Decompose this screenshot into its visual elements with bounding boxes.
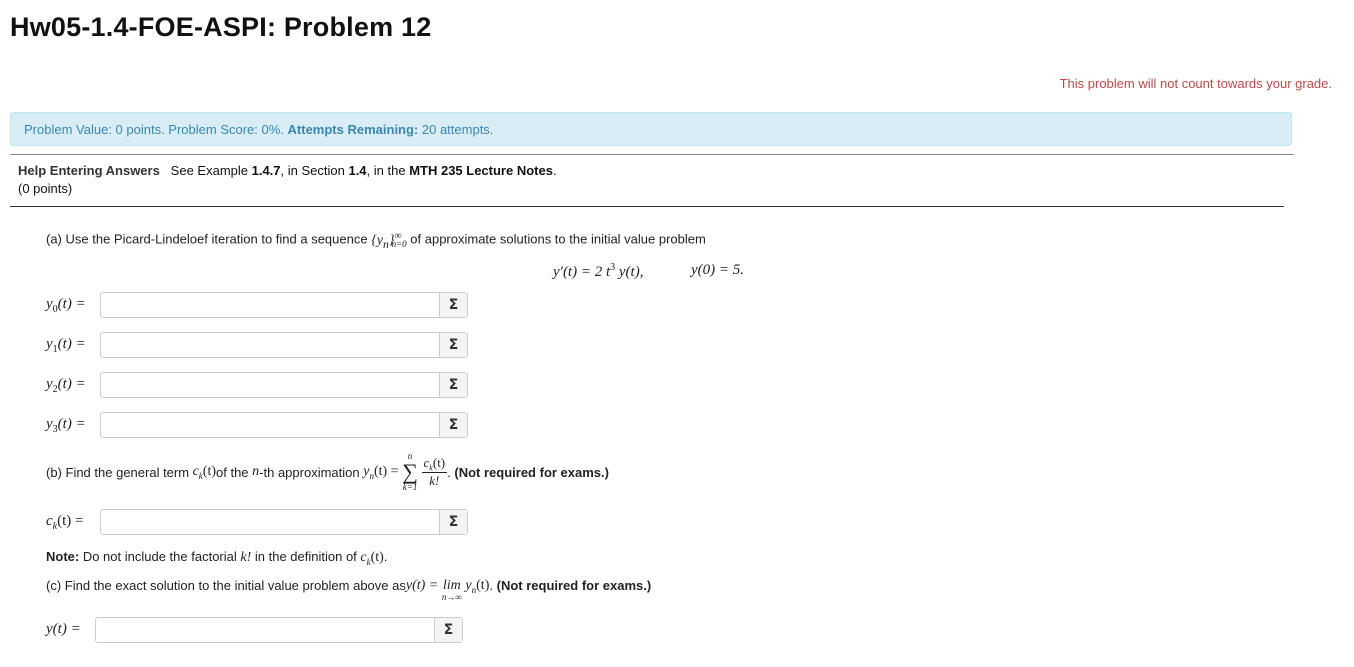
part-c-dot: . xyxy=(489,578,493,593)
sum-lower: k=1 xyxy=(402,482,418,492)
fraction xyxy=(422,455,448,490)
note-factorial: k! xyxy=(240,550,252,565)
seq-sup: ∞ xyxy=(394,230,402,241)
ck-inline: $c_k(t)$ xyxy=(192,463,217,481)
initial-condition: y(0) = 5. xyxy=(691,262,745,278)
part-b-not-required: (Not required for exams.) xyxy=(454,464,609,480)
help-end: . xyxy=(552,163,557,178)
divider xyxy=(10,206,1284,207)
ode-equation xyxy=(553,262,643,281)
limit xyxy=(442,578,462,603)
sum-symbol: ∑ xyxy=(402,459,418,484)
problem-value-label: Problem Value xyxy=(24,122,109,137)
y0-answer xyxy=(100,292,468,318)
seq-close: } xyxy=(388,232,395,248)
y1-input[interactable] xyxy=(101,333,439,357)
part-c-lhs: y(t) = xyxy=(405,578,439,593)
y1-label: $y_1(t)$ = xyxy=(46,336,86,355)
part-b-pre: (b) Find the general term xyxy=(46,464,190,480)
divider xyxy=(10,154,1294,155)
grade-warning: This problem will not count towards your grade. xyxy=(1059,76,1332,91)
help-lecture-notes: MTH 235 Lecture Notes xyxy=(409,163,553,178)
part-c-instructions xyxy=(46,578,651,603)
fraction-numerator: $c_k(t)$ xyxy=(423,454,446,473)
ode-lhs: y′(t) = 2 t xyxy=(553,264,611,280)
y-input[interactable] xyxy=(96,618,434,642)
part-b-mid: of the xyxy=(216,464,249,480)
problem-points: (0 points) xyxy=(18,181,73,196)
equation-editor-icon[interactable]: Σ xyxy=(439,373,467,397)
help-example: 1.4.7 xyxy=(251,163,281,178)
y2-label: $y_2(t)$ = xyxy=(46,376,86,395)
problem-score-label: Problem Score xyxy=(168,122,255,137)
help-row xyxy=(18,163,557,178)
attempts-text: 20 attempts. xyxy=(418,122,494,137)
summation xyxy=(402,452,418,492)
equation-editor-icon[interactable]: Σ xyxy=(439,333,467,357)
sequence-math xyxy=(371,230,407,251)
equation-editor-icon[interactable]: Σ xyxy=(439,510,467,534)
note-label: Note: xyxy=(46,549,80,564)
part-b-instructions xyxy=(46,452,609,492)
equation-editor-icon[interactable]: Σ xyxy=(439,413,467,437)
ode-rhs: y(t), xyxy=(615,264,644,280)
equation-editor-icon[interactable]: Σ xyxy=(439,293,467,317)
help-entering-answers-link[interactable]: Help Entering Answers xyxy=(18,163,160,178)
ck-label: $c_k(t)$ = xyxy=(46,513,84,532)
y0-label: $y_0(t)$ = xyxy=(46,296,86,315)
y3-label: $y_3(t)$ = xyxy=(46,416,86,435)
note-body2: in the definition of xyxy=(251,549,361,564)
y-label: y(t) = xyxy=(46,621,81,637)
y3-input[interactable] xyxy=(101,413,439,437)
ode-exponent: 3 xyxy=(610,262,616,273)
y2-answer xyxy=(100,372,468,398)
limit-sub: n→∞ xyxy=(441,592,462,603)
note-ck: $c_k(t)$ xyxy=(360,550,384,567)
problem-value-text: : 0 points. xyxy=(108,122,169,137)
help-section: 1.4 xyxy=(348,163,367,178)
ck-answer xyxy=(100,509,468,535)
page-title: Hw05-1.4-FOE-ASPI: Problem 12 xyxy=(10,12,432,42)
equation-editor-icon[interactable]: Σ xyxy=(434,618,462,642)
y3-answer xyxy=(100,412,468,438)
seq-sub2: n=0 xyxy=(391,239,407,250)
sum-upper: n xyxy=(407,451,413,461)
part-b-mid2: -th approximation xyxy=(259,464,360,480)
fraction-denominator: k! xyxy=(429,473,440,489)
help-see-text: See Example xyxy=(170,163,252,178)
part-c-yn: $y_n(t)$ xyxy=(465,578,490,595)
part-a-pre: (a) Use the Picard-Lindeloef iteration to find a sequence xyxy=(46,231,372,247)
help-mid2-text: , in the xyxy=(366,163,410,178)
y1-answer xyxy=(100,332,468,358)
note-text xyxy=(46,549,387,567)
y-answer xyxy=(95,617,463,643)
note-end: . xyxy=(383,549,388,564)
ck-input[interactable] xyxy=(101,510,439,534)
part-c-pre: (c) Find the exact solution to the initial value problem above as xyxy=(46,578,406,593)
part-c-not-required: (Not required for exams.) xyxy=(496,578,652,593)
help-mid-text: , in Section xyxy=(280,163,349,178)
attempts-label: Attempts Remaining: xyxy=(287,122,419,137)
part-b-dot: . xyxy=(447,464,451,480)
n-inline: n xyxy=(252,464,260,479)
problem-info-bar xyxy=(10,112,1292,146)
yn-inline: $y_n(t)$ = xyxy=(363,463,399,481)
seq-y: {y xyxy=(371,232,384,248)
y2-input[interactable] xyxy=(101,373,439,397)
problem-score-text: : 0%. xyxy=(254,122,288,137)
limit-text: lim xyxy=(442,578,461,593)
seq-sub: n xyxy=(383,237,389,251)
part-a-instructions xyxy=(46,230,706,250)
note-body: Do not include the factorial xyxy=(79,549,241,564)
part-a-post: of approximate solutions to the initial value problem xyxy=(406,231,706,247)
y0-input[interactable] xyxy=(101,293,439,317)
